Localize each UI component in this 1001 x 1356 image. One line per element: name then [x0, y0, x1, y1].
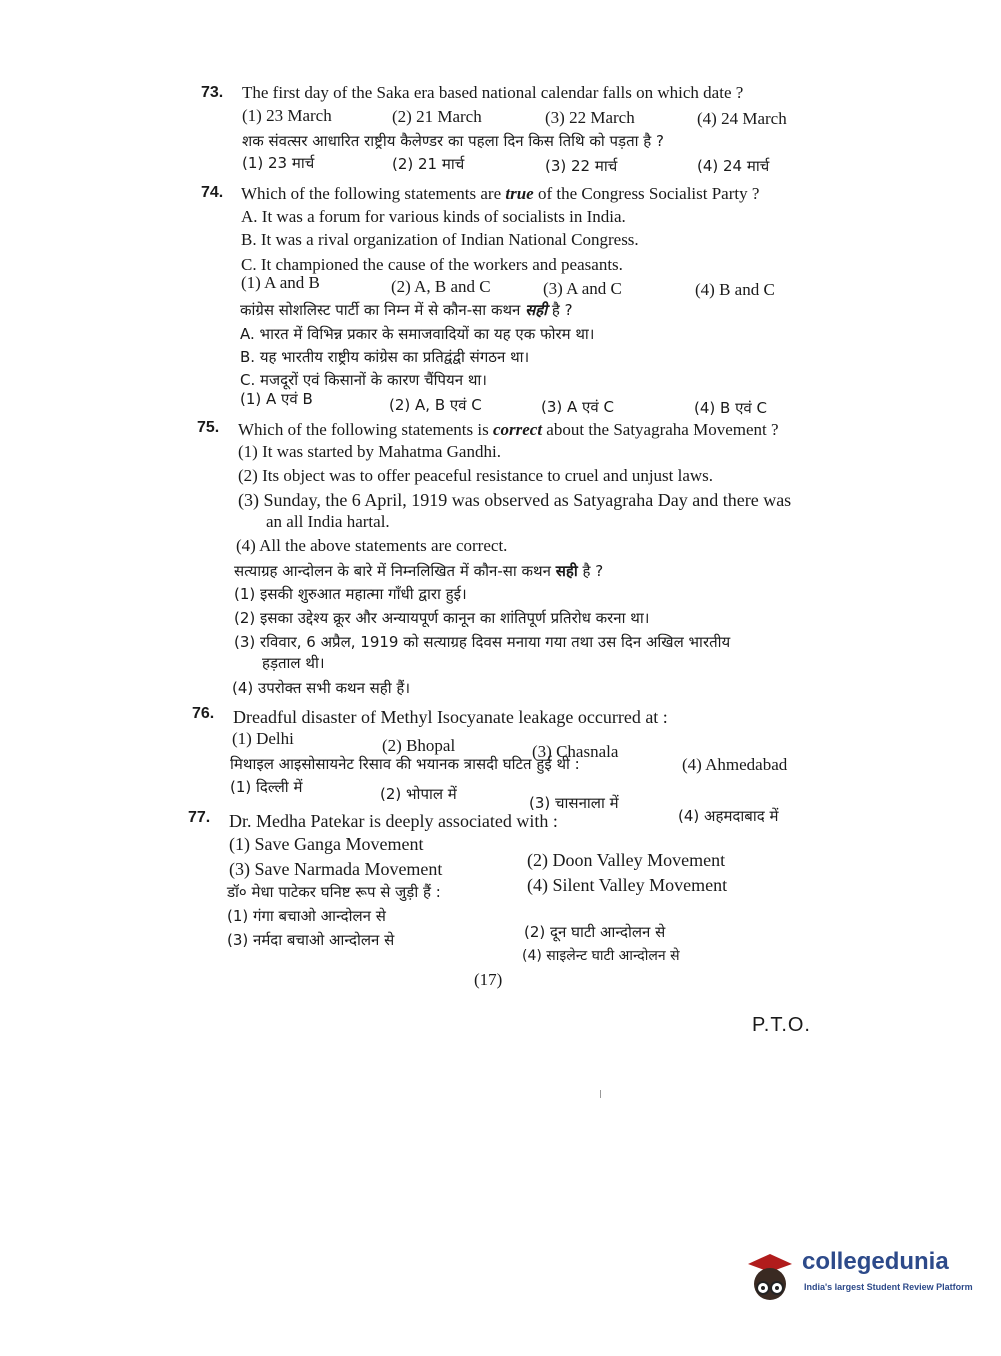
statement: A. It was a forum for various kinds of socialists in India. — [241, 207, 626, 226]
option: (4) 24 March — [697, 109, 787, 128]
question-text-part: है ? — [547, 301, 573, 319]
option-hi: (1) दिल्ली में — [230, 778, 303, 796]
option: (2) Bhopal — [382, 736, 456, 755]
option-hi: (3) रविवार, 6 अप्रैल, 1919 को सत्याग्रह दिवस मनाया गया तथा उस दिन अखिल भारतीय — [234, 633, 731, 651]
option-hi: (4) B एवं C — [694, 399, 767, 417]
option-hi: (3) 22 मार्च — [545, 157, 618, 175]
collegedunia-logo — [742, 1246, 972, 1312]
emphasis-text: true — [505, 184, 534, 203]
page-turn-over-mark: P.T.O. — [752, 1014, 811, 1036]
question-text-en — [238, 419, 779, 441]
question-text-part: सत्याग्रह आन्दोलन के बारे में निम्नलिखित में कौन-सा कथन — [234, 562, 556, 580]
question-number: 74. — [201, 184, 224, 201]
option-hi: (2) A, B एवं C — [389, 396, 482, 414]
option-hi: (2) दून घाटी आन्दोलन से — [524, 923, 666, 941]
option-hi: (1) गंगा बचाओ आन्दोलन से — [227, 907, 386, 925]
option: (4) Ahmedabad — [682, 755, 788, 774]
question-text-hi — [240, 299, 573, 321]
option: (3) Sunday, the 6 April, 1919 was observed as Satyagraha Day and there was — [238, 490, 792, 510]
question-text-hi — [234, 560, 603, 582]
question-text-en: The first day of the Saka era based national calendar falls on which date ? — [242, 83, 744, 102]
option: (2) Its object was to offer peaceful resistance to cruel and unjust laws. — [238, 466, 714, 485]
option: (1) A and B — [241, 273, 320, 292]
option-continued: an all India hartal. — [266, 512, 390, 531]
question-text-hi: शक संवत्सर आधारित राष्ट्रीय कैलेण्डर का पहला दिन किस तिथि को पड़ता है ? — [242, 132, 664, 150]
statement: B. It was a rival organization of Indian National Congress. — [241, 230, 639, 249]
statement-hi: B. यह भारतीय राष्ट्रीय कांग्रेस का प्रतिद्वंद्वी संगठन था। — [240, 348, 530, 366]
question-text-en: Dreadful disaster of Methyl Isocyanate leakage occurred at : — [233, 707, 668, 727]
question-text-part: Which of the following statements are — [241, 184, 506, 203]
question-text-part: about the Satyagraha Movement ? — [542, 420, 779, 439]
statement-hi: A. भारत में विभिन्न प्रकार के समाजवादियों का यह एक फोरम था। — [240, 325, 595, 343]
option-hi: (4) उपरोक्त सभी कथन सही हैं। — [232, 679, 411, 697]
option-hi: (2) 21 मार्च — [392, 155, 465, 173]
question-text-part: कांग्रेस सोशलिस्ट पार्टी का निम्न में से कौन-सा कथन — [240, 301, 526, 319]
option-hi: (3) चासनाला में — [529, 794, 619, 812]
logo-name: collegedunia — [802, 1248, 949, 1275]
option: (4) B and C — [695, 280, 775, 299]
option-hi: (4) अहमदाबाद में — [678, 807, 779, 825]
statement-hi: C. मजदूरों एवं किसानों के कारण चैंपियन था। — [240, 371, 487, 389]
option-hi: (2) इसका उद्देश्य क्रूर और अन्यायपूर्ण कानून का शांतिपूर्ण प्रतिरोध करना था। — [234, 609, 650, 627]
question-number: 76. — [192, 705, 215, 722]
mascot-icon — [742, 1250, 798, 1306]
option: (3) Save Narmada Movement — [229, 859, 443, 879]
question-number: 75. — [197, 419, 220, 436]
emphasis-text: correct — [492, 420, 543, 439]
question-text-part: Which of the following statements is — [238, 420, 493, 439]
option: (1) Delhi — [232, 729, 294, 748]
option-hi: (2) भोपाल में — [380, 785, 457, 803]
option: (3) 22 March — [545, 108, 635, 127]
option-hi: (3) नर्मदा बचाओ आन्दोलन से — [227, 931, 395, 949]
question-text-part: है ? — [577, 562, 604, 580]
statement: C. It championed the cause of the workers and peasants. — [241, 255, 623, 274]
option: (2) 21 March — [392, 107, 482, 126]
question-text-en: Dr. Medha Patekar is deeply associated with : — [229, 811, 558, 831]
option: (4) All the above statements are correct. — [236, 536, 508, 555]
question-text-hi: मिथाइल आइसोसायनेट रिसाव की भयानक त्रासदी घटित हुई थी : — [230, 755, 580, 773]
emphasis-text: सही — [555, 562, 578, 580]
option-hi: (4) साइलेन्ट घाटी आन्दोलन से — [522, 948, 680, 964]
page-number: (17) — [474, 970, 503, 989]
question-text-hi: डॉ० मेधा पाटेकर घनिष्ट रूप से जुड़ी हैं : — [227, 883, 441, 901]
option: (2) A, B and C — [391, 277, 491, 296]
option: (4) Silent Valley Movement — [527, 875, 728, 895]
question-text-en — [241, 183, 759, 205]
option: (1) Save Ganga Movement — [229, 834, 424, 854]
emphasis-text: सही — [525, 301, 548, 319]
question-number: 73. — [201, 84, 224, 101]
option-continued-hi: हड़ताल थी। — [262, 654, 325, 672]
option-hi: (4) 24 मार्च — [697, 157, 770, 175]
option-hi: (3) A एवं C — [541, 398, 614, 416]
question-text-part: of the Congress Socialist Party ? — [533, 184, 760, 203]
logo-tagline: India's largest Student Review Platform — [804, 1282, 973, 1292]
option-hi: (1) A एवं B — [240, 390, 313, 408]
option-hi: (1) इसकी शुरुआत महात्मा गाँधी द्वारा हुई। — [234, 585, 467, 603]
scan-speck — [600, 1090, 601, 1098]
question-number: 77. — [188, 809, 211, 826]
option-hi: (1) 23 मार्च — [242, 154, 315, 172]
option: (3) Chasnala — [532, 742, 619, 761]
option: (2) Doon Valley Movement — [527, 850, 726, 870]
option: (1) It was started by Mahatma Gandhi. — [238, 442, 501, 461]
option: (3) A and C — [543, 279, 622, 298]
option: (1) 23 March — [242, 106, 332, 125]
